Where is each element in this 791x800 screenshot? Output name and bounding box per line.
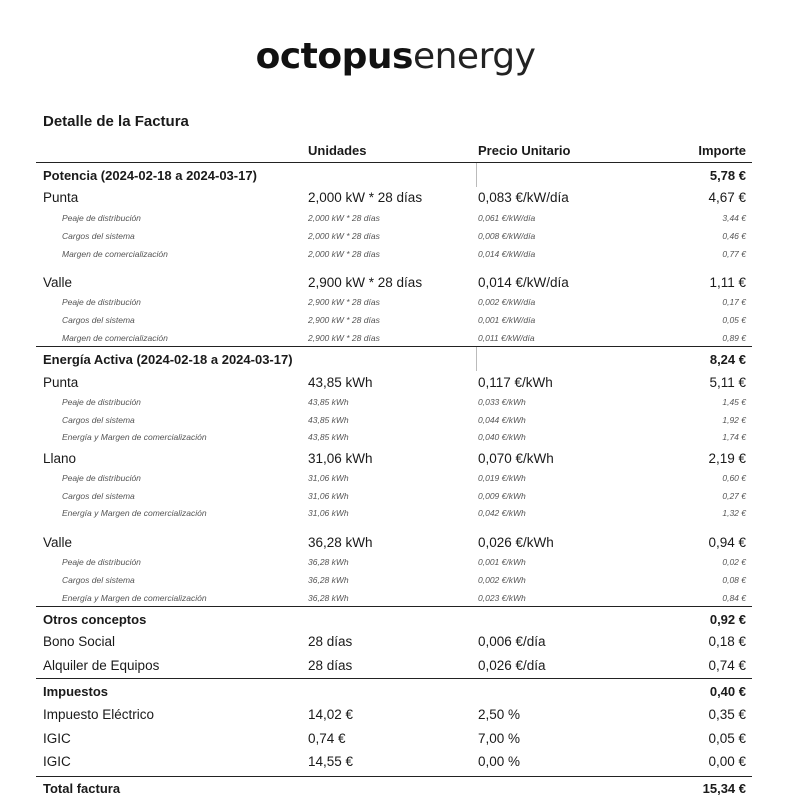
sub-line-item: Cargos del sistema 36,28 kWh 0,002 €/kWh 0,08 € [62, 575, 746, 585]
line-item: Valle 36,28 kWh 0,026 €/kWh 0,94 € [43, 535, 746, 550]
sub-line-item: Peaje de distribución 43,85 kWh 0,033 €/kWh 1,45 € [62, 397, 746, 407]
sub-line-item: Energía y Margen de comercialización 31,06 kWh 0,042 €/kWh 1,32 € [62, 508, 746, 518]
line-item: Alquiler de Equipos 28 días 0,026 €/día 0,74 € [43, 658, 746, 673]
table-header [0, 143, 791, 161]
total-factura: Total factura 15,34 € [36, 776, 752, 800]
sub-line-item: Cargos del sistema 2,000 kW * 28 días 0,008 €/kW/día 0,46 € [62, 231, 746, 241]
sub-line-item: Peaje de distribución 36,28 kWh 0,001 €/kWh 0,02 € [62, 557, 746, 567]
line-item: Llano 31,06 kWh 0,070 €/kWh 2,19 € [43, 451, 746, 466]
sub-line-item: Peaje de distribución 31,06 kWh 0,019 €/kWh 0,60 € [62, 473, 746, 483]
sub-line-item: Energía y Margen de comercialización 43,85 kWh 0,040 €/kWh 1,74 € [62, 432, 746, 442]
header-unidades: Unidades [308, 143, 367, 158]
section-impuestos: Impuestos 0,40 € [36, 678, 752, 702]
section-otros-conceptos: Otros conceptos 0,92 € [36, 606, 752, 630]
octopus-energy-logo: octopusenergy [255, 36, 536, 77]
sub-line-item: Cargos del sistema 2,900 kW * 28 días 0,001 €/kW/día 0,05 € [62, 315, 746, 325]
sub-line-item: Peaje de distribución 2,900 kW * 28 días 0,002 €/kW/día 0,17 € [62, 297, 746, 307]
line-item: Impuesto Eléctrico 14,02 € 2,50 % 0,35 € [43, 707, 746, 722]
line-item: Valle 2,900 kW * 28 días 0,014 €/kW/día 1,11 € [43, 275, 746, 290]
header-importe: Importe [698, 143, 746, 158]
line-item: Punta 2,000 kW * 28 días 0,083 €/kW/día 4,67 € [43, 190, 746, 205]
sub-line-item: Cargos del sistema 43,85 kWh 0,044 €/kWh 1,92 € [62, 415, 746, 425]
section-potencia: Potencia (2024-02-18 a 2024-03-17) 5,78 € [36, 162, 752, 186]
sub-line-item: Cargos del sistema 31,06 kWh 0,009 €/kWh 0,27 € [62, 491, 746, 501]
invoice-detail-title: Detalle de la Factura [43, 113, 189, 130]
line-item: IGIC 14,55 € 0,00 % 0,00 € [43, 754, 746, 769]
line-item: Punta 43,85 kWh 0,117 €/kWh 5,11 € [43, 375, 746, 390]
header-precio: Precio Unitario [478, 143, 571, 158]
line-item: IGIC 0,74 € 7,00 % 0,05 € [43, 731, 746, 746]
line-item: Bono Social 28 días 0,006 €/día 0,18 € [43, 634, 746, 649]
sub-line-item: Energía y Margen de comercialización 36,28 kWh 0,023 €/kWh 0,84 € [62, 593, 746, 603]
section-energia: Energía Activa (2024-02-18 a 2024-03-17) 8,24 € [36, 346, 752, 370]
sub-line-item: Peaje de distribución 2,000 kW * 28 días 0,061 €/kW/día 3,44 € [62, 213, 746, 223]
sub-line-item: Margen de comercialización 2,000 kW * 28 días 0,014 €/kW/día 0,77 € [62, 249, 746, 259]
sub-line-item: Margen de comercialización 2,900 kW * 28 días 0,011 €/kW/día 0,89 € [62, 333, 746, 343]
